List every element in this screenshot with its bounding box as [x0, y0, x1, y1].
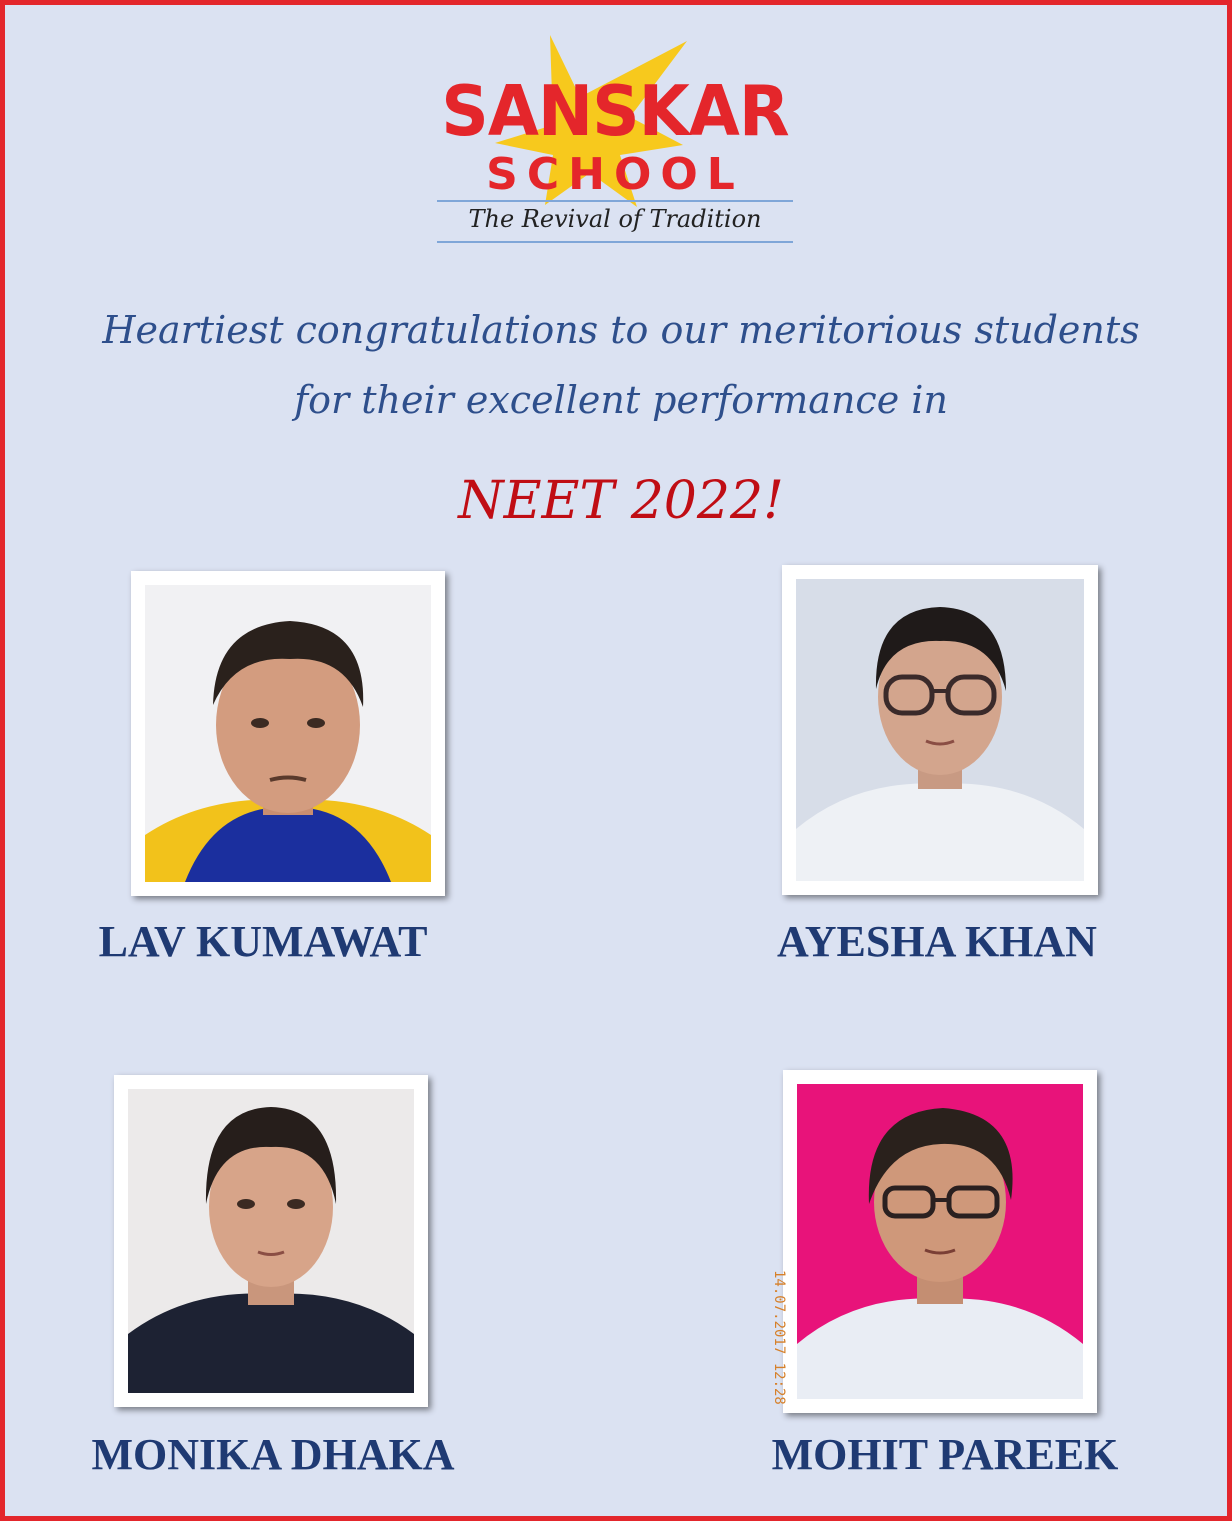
- student-photo-card: [131, 571, 445, 896]
- student-name: MOHIT PAREEK: [771, 1430, 1119, 1479]
- logo-divider-top: [437, 200, 793, 202]
- student-name: LAV KUMAWAT: [98, 917, 428, 966]
- student-photo: [797, 1084, 1083, 1399]
- exam-title: NEET 2022!: [458, 471, 784, 531]
- congratulations-headline: Heartiest congratulations to our meritorious students: [102, 308, 1140, 352]
- student-photo: [796, 579, 1084, 881]
- student-portrait-icon: [796, 579, 1084, 881]
- student-photo: [128, 1089, 414, 1393]
- congratulations-subline: for their excellent performance in: [294, 378, 948, 422]
- school-logo: [425, 35, 805, 250]
- logo-school-word: SCHOOL: [486, 149, 744, 200]
- student-name: MONIKA DHAKA: [91, 1430, 455, 1479]
- student-portrait-icon: [145, 585, 431, 882]
- logo-school-name: SANSKAR: [441, 71, 789, 152]
- student-photo: [145, 585, 431, 882]
- photo-date-stamp: 14.07.2017 12:28: [771, 1270, 787, 1405]
- student-photo-card: [782, 565, 1098, 895]
- logo-tagline: The Revival of Tradition: [468, 205, 762, 233]
- student-name: AYESHA KHAN: [777, 917, 1097, 966]
- student-portrait-icon: [797, 1084, 1083, 1399]
- logo-divider-bottom: [437, 241, 793, 243]
- student-photo-card: [114, 1075, 428, 1407]
- student-portrait-icon: [128, 1089, 414, 1393]
- student-photo-card: [771, 1070, 1097, 1413]
